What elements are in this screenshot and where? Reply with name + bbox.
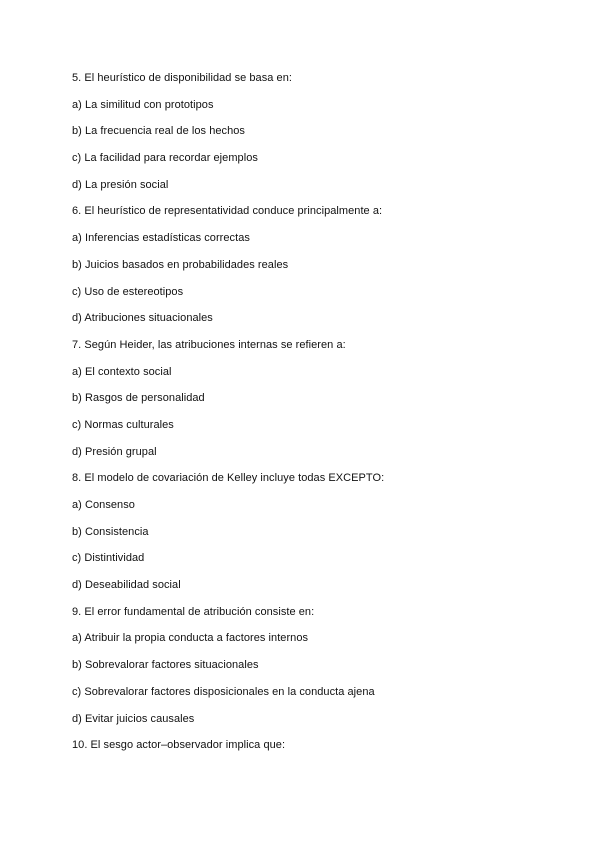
question-6: 6. El heurístico de representatividad conduce principalmente a: (72, 205, 383, 218)
question-8-option-d: d) Deseabilidad social (72, 579, 181, 592)
question-9: 9. El error fundamental de atribución consiste en: (72, 605, 315, 618)
question-8-option-b: b) Consistencia (72, 525, 149, 538)
question-6-option-b: b) Juicios basados en probabilidades reales (72, 258, 289, 271)
question-7-option-b: b) Rasgos de personalidad (72, 392, 205, 405)
question-9-option-d: d) Evitar juicios causales (72, 712, 195, 725)
question-7: 7. Según Heider, las atribuciones internas se refieren a: (72, 338, 346, 351)
question-6-option-c: c) Uso de estereotipos (72, 285, 184, 298)
question-5-option-a: a) La similitud con prototipos (72, 98, 214, 111)
question-5-option-b: b) La frecuencia real de los hechos (72, 125, 245, 138)
question-6-option-a: a) Inferencias estadísticas correctas (72, 232, 250, 245)
question-9-option-b: b) Sobrevalorar factores situacionales (72, 659, 259, 672)
question-9-option-c: c) Sobrevalorar factores disposicionales en la conducta ajena (72, 685, 375, 698)
question-8-option-c: c) Distintividad (72, 552, 145, 565)
question-7-option-a: a) El contexto social (72, 365, 172, 378)
question-5-option-c: c) La facilidad para recordar ejemplos (72, 152, 258, 165)
question-8-option-a: a) Consenso (72, 499, 135, 511)
question-5: 5. El heurístico de disponibilidad se basa en: (72, 72, 292, 84)
question-7-option-d: d) Presión grupal (72, 445, 157, 458)
question-10: 10. El sesgo actor–observador implica que: (72, 739, 286, 752)
question-7-option-c: c) Normas culturales (72, 418, 174, 431)
question-list (72, 71, 542, 765)
question-9-option-a: a) Atribuir la propia conducta a factores internos (72, 632, 309, 645)
question-6-option-d: d) Atribuciones situacionales (72, 312, 213, 325)
question-5-option-d: d) La presión social (72, 178, 169, 191)
question-8: 8. El modelo de covariación de Kelley incluye todas EXCEPTO: (72, 472, 385, 485)
